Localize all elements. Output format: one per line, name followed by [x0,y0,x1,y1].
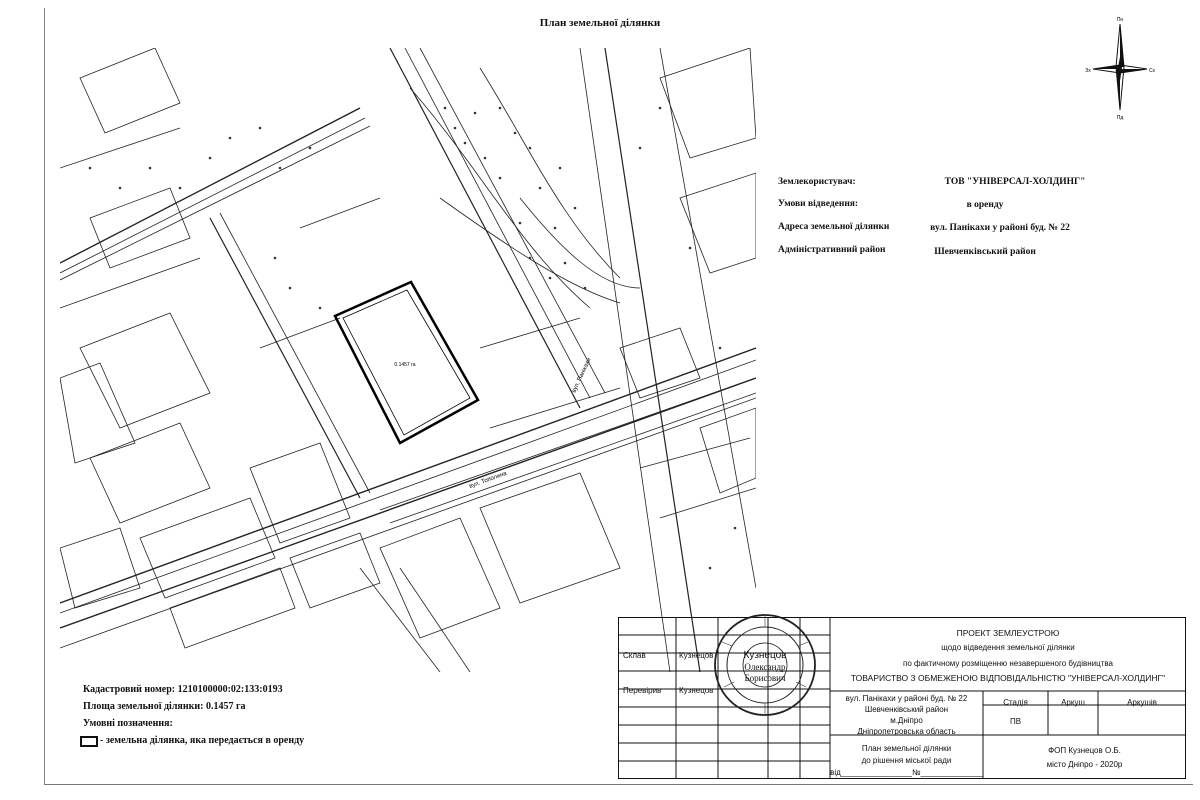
allotment-value: в оренду [966,200,1004,210]
cadastral-number: Кадастровий номер: 1210100000:02:133:0193 [83,684,283,695]
land-user-label: Землекористувач: [778,177,856,187]
stamp-address-district: Шевченківський район [864,705,949,714]
stamp-address-city: м.Дніпро [890,716,923,725]
sheet-label: Аркуш [1061,698,1085,707]
street-label-topolyna: вул. Тополина [468,470,508,490]
address-value: вул. Панікахи у районі буд. № 22 [930,223,1070,233]
compass-east-label: Сх [1148,68,1155,74]
topographic-map [60,48,756,672]
legend-title: Умовні позначення: [83,718,173,729]
compass-south-label: Пд [1116,115,1124,121]
parcel-area-label: 0.1457 га [394,362,416,368]
address-label: Адреса земельної ділянки [778,222,890,232]
plan-caption: План земельної ділянки [861,744,952,753]
district-value: Шевченківський район [934,247,1036,257]
compass-west-label: Зх [1085,68,1091,74]
legend-parcel-symbol-icon [80,736,98,747]
street-label-panikakhy: вул. Панікахи [571,357,593,394]
plan-decision: до рішення міської ради [861,756,952,765]
land-user-value: ТОВ "УНІВЕРСАЛ-ХОЛДИНГ" [944,177,1086,187]
compass-north-label: Пн [1116,17,1124,23]
legend-item-text: - земельна ділянка, яка передається в оренду [100,735,305,746]
sheets-label: Аркушів [1127,698,1157,707]
compass-rose-icon [1085,12,1155,122]
allotment-label: Умови відведення: [778,199,859,209]
stamp-name-checked: Кузнецов [679,686,714,695]
seal-name-line2: Олександр [744,662,786,672]
stamp-address-street: вул. Панікахи у районі буд. № 22 [845,694,968,703]
parcel-area: Площа земельної ділянки: 0.1457 га [83,701,246,712]
project-company: ТОВАРИСТВО З ОБМЕЖЕНОЮ ВІДПОВІДАЛЬНІСТЮ "УНІВЕРСАЛ-ХОЛДИНГ" [850,673,1166,683]
stamp-name-compiled: Кузнецов [679,651,714,660]
seal-name-line3: Борисович [744,673,786,683]
stage-value: ПВ [1009,717,1022,726]
firm-city-year: місто Дніпро - 2020р [1046,760,1123,769]
stage-label: Стадія [1003,698,1028,707]
official-seal-icon [712,612,818,718]
stamp-address-region: Дніпропетровська область [857,727,956,736]
page-title: План земельної ділянки [539,17,661,29]
stamp-role-checked: Перевірив [623,686,662,695]
firm-name: ФОП Кузнецов О.Б. [1048,746,1121,755]
plan-date-number: від________________№______________ [830,768,983,777]
district-label: Адміністративний район [778,245,886,255]
project-description: по фактичному розміщенню незавершеного будівництва [903,659,1113,668]
stamp-role-compiled: Склав [623,651,646,660]
seal-name-line1: Кузнецов [743,650,787,661]
project-subtitle: щодо відведення земельної ділянки [941,643,1075,652]
project-title: ПРОЕКТ ЗЕМЛЕУСТРОЮ [956,628,1060,638]
